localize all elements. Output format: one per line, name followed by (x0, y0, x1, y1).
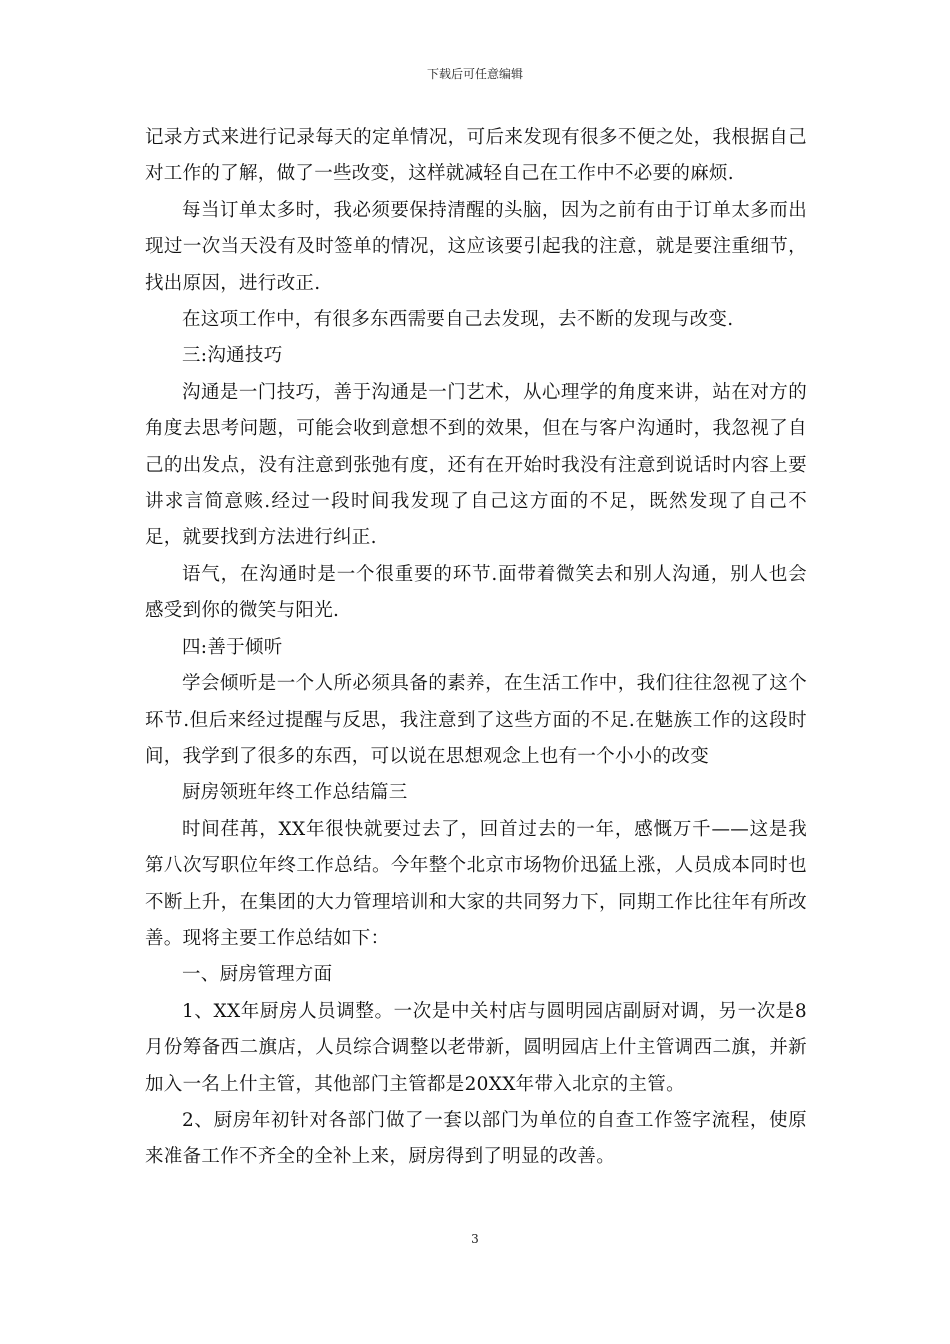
page-number: 3 (471, 1232, 479, 1246)
paragraph: 每当订单太多时，我必须要保持清醒的头脑，因为之前有由于订单太多而出现过一次当天没有及时签单的情况，这应该要引起我的注意，就是要注重细节，找出原因，进行改正. (145, 199, 807, 294)
document-body (145, 120, 807, 1176)
paragraph: 2、厨房年初针对各部门做了一套以部门为单位的自查工作签字流程，使原来准备工作不齐全的全补上来，厨房得到了明显的改善。 (145, 1109, 807, 1168)
paragraph: 1、XX年厨房人员调整。一次是中关村店与圆明园店副厨对调，另一次是8月份筹备西二旗店，人员综合调整以老带新，圆明园店上什主管调西二旗，并新加入一名上什主管，其他部门主管都是20XX年带入北京的主管。 (145, 1000, 807, 1095)
section-heading-communication: 三:沟通技巧 (182, 345, 283, 367)
page-header: 下载后可任意编辑 (426, 67, 523, 81)
article-title: 厨房领班年终工作总结篇三 (182, 782, 408, 804)
section-heading-listening: 四:善于倾听 (182, 636, 283, 658)
paragraph: 在这项工作中，有很多东西需要自己去发现，去不断的发现与改变. (182, 309, 734, 331)
paragraph: 语气，在沟通时是一个很重要的环节.面带着微笑去和别人沟通，别人也会感受到你的微笑与阳光. (145, 563, 807, 622)
paragraph-continued: 记录方式来进行记录每天的定单情况，可后来发现有很多不便之处，我根据自己对工作的了解，做了一些改变，这样就减轻自己在工作中不必要的麻烦. (145, 127, 807, 185)
paragraph: 时间荏苒，XX年很快就要过去了，回首过去的一年，感慨万千——这是我第八次写职位年终工作总结。今年整个北京市场物价迅猛上涨，人员成本同时也不断上升，在集团的大力管理培训和大家的共同努力下，同期工作比往年有所改善。现将主要工作总结如下： (145, 818, 807, 949)
section-heading-kitchen-management: 一、厨房管理方面 (182, 964, 333, 986)
paragraph: 沟通是一门技巧，善于沟通是一门艺术，从心理学的角度来讲，站在对方的角度去思考问题，可能会收到意想不到的效果，但在与客户沟通时，我忽视了自己的出发点，没有注意到张弛有度，还有在开始时我没有注意到说话时内容上要讲求言简意赅.经过一段时间我发现了自己这方面的不足，既然发现了自己不足，就要找到方法进行纠正. (145, 381, 807, 549)
paragraph: 学会倾听是一个人所必须具备的素养，在生活工作中，我们往往忽视了这个环节.但后来经过提醒与反思，我注意到了这些方面的不足.在魅族工作的这段时间，我学到了很多的东西，可以说在思想观念上也有一个小小的改变 (145, 673, 807, 767)
